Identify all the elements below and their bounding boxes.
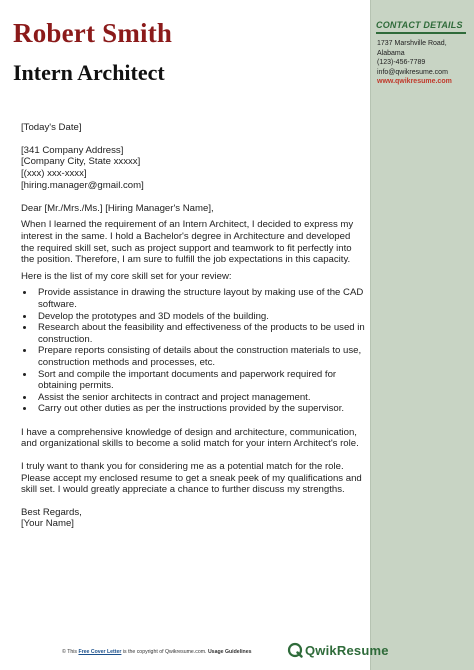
contact-email[interactable]: info@qwikresume.com — [377, 68, 448, 76]
copyright-symbol: © — [62, 649, 66, 655]
salutation: Dear [Mr./Mrs./Ms.] [Hiring Manager's Name], — [21, 202, 214, 214]
signoff: Best Regards, — [21, 506, 82, 518]
address-line: [hiring.manager@gmail.com] — [21, 179, 144, 191]
contact-divider — [376, 32, 466, 34]
footer-pre: This — [67, 649, 77, 655]
recipient-address — [21, 145, 366, 192]
logo-text: QwikResume — [305, 642, 389, 658]
contact-details — [377, 39, 469, 87]
closing-paragraph: I truly want to thank you for considering me as a potential match for the role. Please accept my enclosed resume to get a sneak peek of my qualifications and skill set. I would greatly appreciate a chance to further discuss my strengths. — [21, 461, 362, 496]
footer-copyright — [62, 649, 251, 655]
contact-sidebar — [370, 0, 474, 670]
free-cover-letter-link[interactable]: Free Cover Letter — [78, 649, 122, 655]
contact-website[interactable]: www.qwikresume.com — [377, 78, 452, 85]
skills-list — [21, 287, 366, 415]
address-line: [(xxx) xxx-xxxx] — [21, 168, 87, 180]
address-line: [341 Company Address] — [21, 144, 124, 156]
usage-guidelines-link[interactable]: Usage Guidelines — [207, 649, 252, 655]
applicant-name: Robert Smith — [13, 18, 173, 48]
contact-heading: CONTACT DETAILS — [376, 20, 463, 30]
letter-date: [Today's Date] — [21, 122, 82, 133]
contact-phone: (123)-456-7789 — [377, 59, 426, 66]
list-item: • Prepare reports consisting of details about the construction materials to use, construction methods and processes, etc. — [35, 345, 366, 368]
contact-address-line1: 1737 Marshville Road, — [377, 40, 447, 47]
qwikresume-logo[interactable] — [287, 640, 389, 660]
job-title: Intern Architect — [13, 60, 165, 85]
list-item: • Develop the prototypes and 3D models of the building. — [35, 311, 366, 323]
letter-body — [21, 122, 366, 530]
contact-address-line2: Alabama — [377, 49, 405, 57]
knowledge-paragraph: I have a comprehensive knowledge of design and architecture, communication, and organizational skills to become a solid match for your intern Architect's role. — [21, 426, 359, 450]
signature-name: [Your Name] — [21, 518, 74, 530]
intro-paragraph: When I learned the requirement of an Intern Architect, I decided to express my interest in the same. I hold a Bachelor's degree in Architecture and developed the required skill set, such as project support and teamwork to fit perfectly into the position. Therefore, I am sure to fulfill the job expectations in this capacity. — [21, 219, 354, 266]
footer-mid: is the copyright of Qwikresume.com. — [122, 649, 207, 655]
logo-icon — [287, 642, 303, 658]
list-item: • Provide assistance in drawing the structure layout by making use of the CAD software. — [35, 287, 366, 310]
list-item: • Carry out other duties as per the instructions provided by the supervisor. — [35, 403, 366, 415]
list-intro: Here is the list of my core skill set for your review: — [21, 270, 232, 282]
list-item: • Research about the feasibility and effectiveness of the products to be used in construction. — [35, 322, 366, 345]
list-item: • Assist the senior architects in contract and project management. — [35, 392, 366, 404]
address-line: [Company City, State xxxxx] — [21, 156, 141, 168]
list-item: • Sort and compile the important documents and paperwork required for obtaining permits. — [35, 369, 366, 392]
